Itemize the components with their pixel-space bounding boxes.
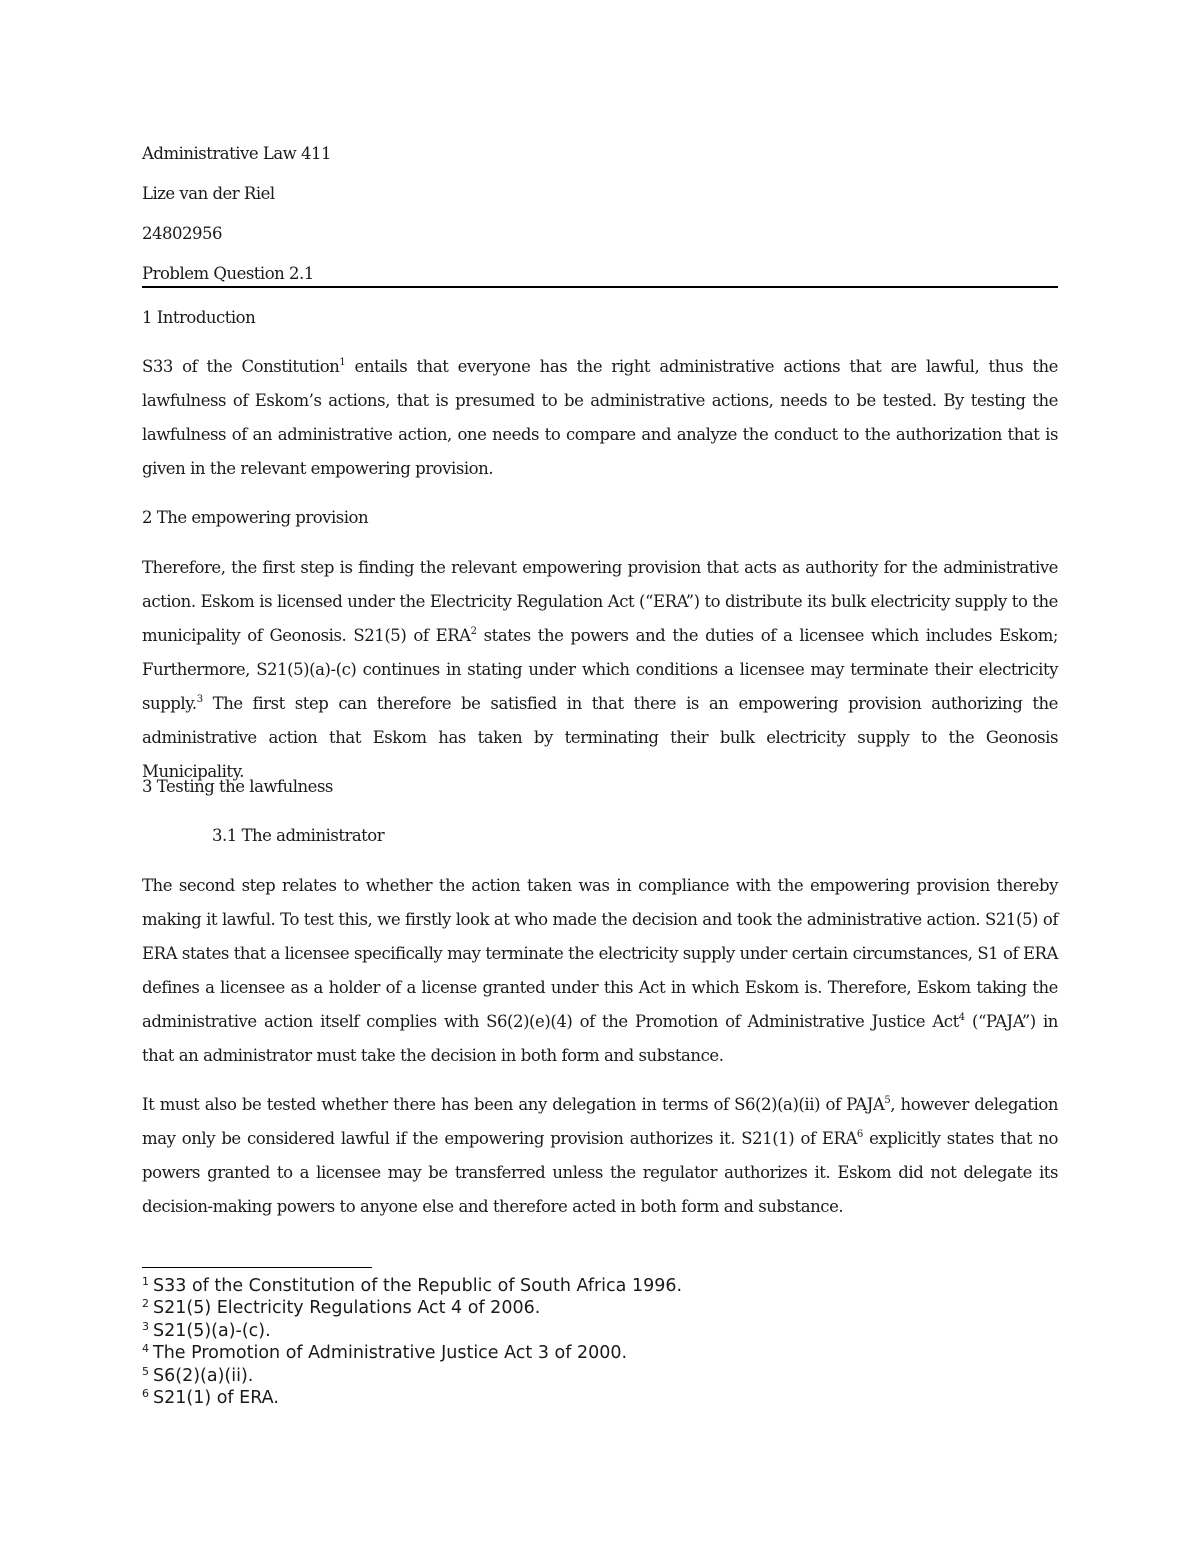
paragraph-delegation [142, 1088, 1058, 1224]
text-run: Therefore, the first step is finding the relevant empowering provision that acts as authority for the administrative action. Eskom is licensed under the Electricity Regulation Act (“ERA”) to distribute its bulk electricity supply to the municipality of Geonosis. S21(5) of ERA [142, 558, 1058, 645]
footnote-ref-5[interactable]: 5 [884, 1095, 891, 1106]
header-rule [142, 286, 1058, 288]
footnote [142, 1275, 682, 1298]
footnote-number: 1 [142, 1275, 149, 1288]
footnote-text: S21(1) of ERA. [153, 1388, 279, 1408]
footnote-ref-6[interactable]: 6 [856, 1129, 863, 1140]
text-run: explicitly states that no powers granted to a licensee may be transferred unless the regulator authorizes it. Eskom did not delegate its decision-making powers to anyone else and therefore acted in both form and substance. [142, 1129, 1058, 1216]
assignment-title: Problem Question 2.1 [142, 264, 314, 283]
text-run: The first step can therefore be satisfied in that there is an empowering provision authorizing the administrative action that Eskom has taken by terminating their bulk electricity supply to the Geonosis Municipality. [142, 694, 1058, 781]
text-run: entails that everyone has the right administrative actions that are lawful, thus the lawfulness of Eskom’s actions, that is presumed to be administrative actions, needs to be tested. By testing the lawfulness of an administrative action, one needs to compare and analyze the conduct to the authorization that is given in the relevant empowering provision. [142, 357, 1058, 478]
course-title: Administrative Law 411 [142, 144, 332, 163]
footnote-number: 6 [142, 1387, 149, 1400]
footnote-number: 3 [142, 1320, 149, 1333]
heading-introduction: 1 Introduction [142, 308, 256, 327]
footnote-text: S33 of the Constitution of the Republic of South Africa 1996. [153, 1276, 683, 1296]
footnote-number: 5 [142, 1365, 149, 1378]
footnote [142, 1365, 253, 1388]
footnote-text: S21(5) Electricity Regulations Act 4 of 2006. [153, 1298, 541, 1318]
footnote [142, 1387, 279, 1410]
text-run: The second step relates to whether the action taken was in compliance with the empowering provision thereby making it lawful. To test this, we firstly look at who made the decision and took the administrative action. S21(5) of ERA states that a licensee specifically may terminate the electricity supply under certain circumstances, S1 of ERA defines a licensee as a holder of a license granted under this Act in which Eskom is. Therefore, Eskom taking the administrative action itself complies with S6(2)(e)(4) of the Promotion of Administrative Justice Act [142, 876, 1058, 1031]
student-number: 24802956 [142, 224, 222, 243]
heading-empowering-provision: 2 The empowering provision [142, 508, 369, 527]
text-run: It must also be tested whether there has been any delegation in terms of S6(2)(a)(ii) of PAJA [142, 1095, 885, 1114]
text-run: (“PAJA”) in that an administrator must take the decision in both form and substance. [142, 1012, 1058, 1065]
footnote-ref-2[interactable]: 2 [470, 626, 477, 637]
footnote-separator [142, 1267, 372, 1268]
footnote [142, 1342, 627, 1365]
text-run: S33 of the Constitution [142, 357, 340, 376]
paragraph-empowering-provision [142, 551, 1058, 789]
footnote-ref-3[interactable]: 3 [196, 694, 203, 705]
paragraph-administrator [142, 869, 1058, 1073]
footnote-ref-1[interactable]: 1 [339, 357, 346, 368]
footnote-text: S21(5)(a)-(c). [153, 1321, 271, 1341]
footnote-text: S6(2)(a)(ii). [153, 1366, 254, 1386]
footnote-number: 2 [142, 1297, 149, 1310]
footnote-text: The Promotion of Administrative Justice Act 3 of 2000. [153, 1343, 628, 1363]
text-run: , however delegation may only be considered lawful if the empowering provision authorizes it. S21(1) of ERA [142, 1095, 1058, 1148]
footnote-ref-4[interactable]: 4 [958, 1012, 965, 1023]
text-run: states the powers and the duties of a licensee which includes Eskom; Furthermore, S21(5)(a)-(c) continues in stating under which conditions a licensee may terminate their electricity supply. [142, 626, 1059, 713]
footnote [142, 1297, 540, 1320]
student-name: Lize van der Riel [142, 184, 275, 203]
heading-administrator: 3.1 The administrator [212, 826, 385, 845]
heading-testing-lawfulness: 3 Testing the lawfulness [142, 777, 333, 796]
footnote [142, 1320, 271, 1343]
footnote-number: 4 [142, 1342, 149, 1355]
paragraph-introduction [142, 350, 1058, 486]
